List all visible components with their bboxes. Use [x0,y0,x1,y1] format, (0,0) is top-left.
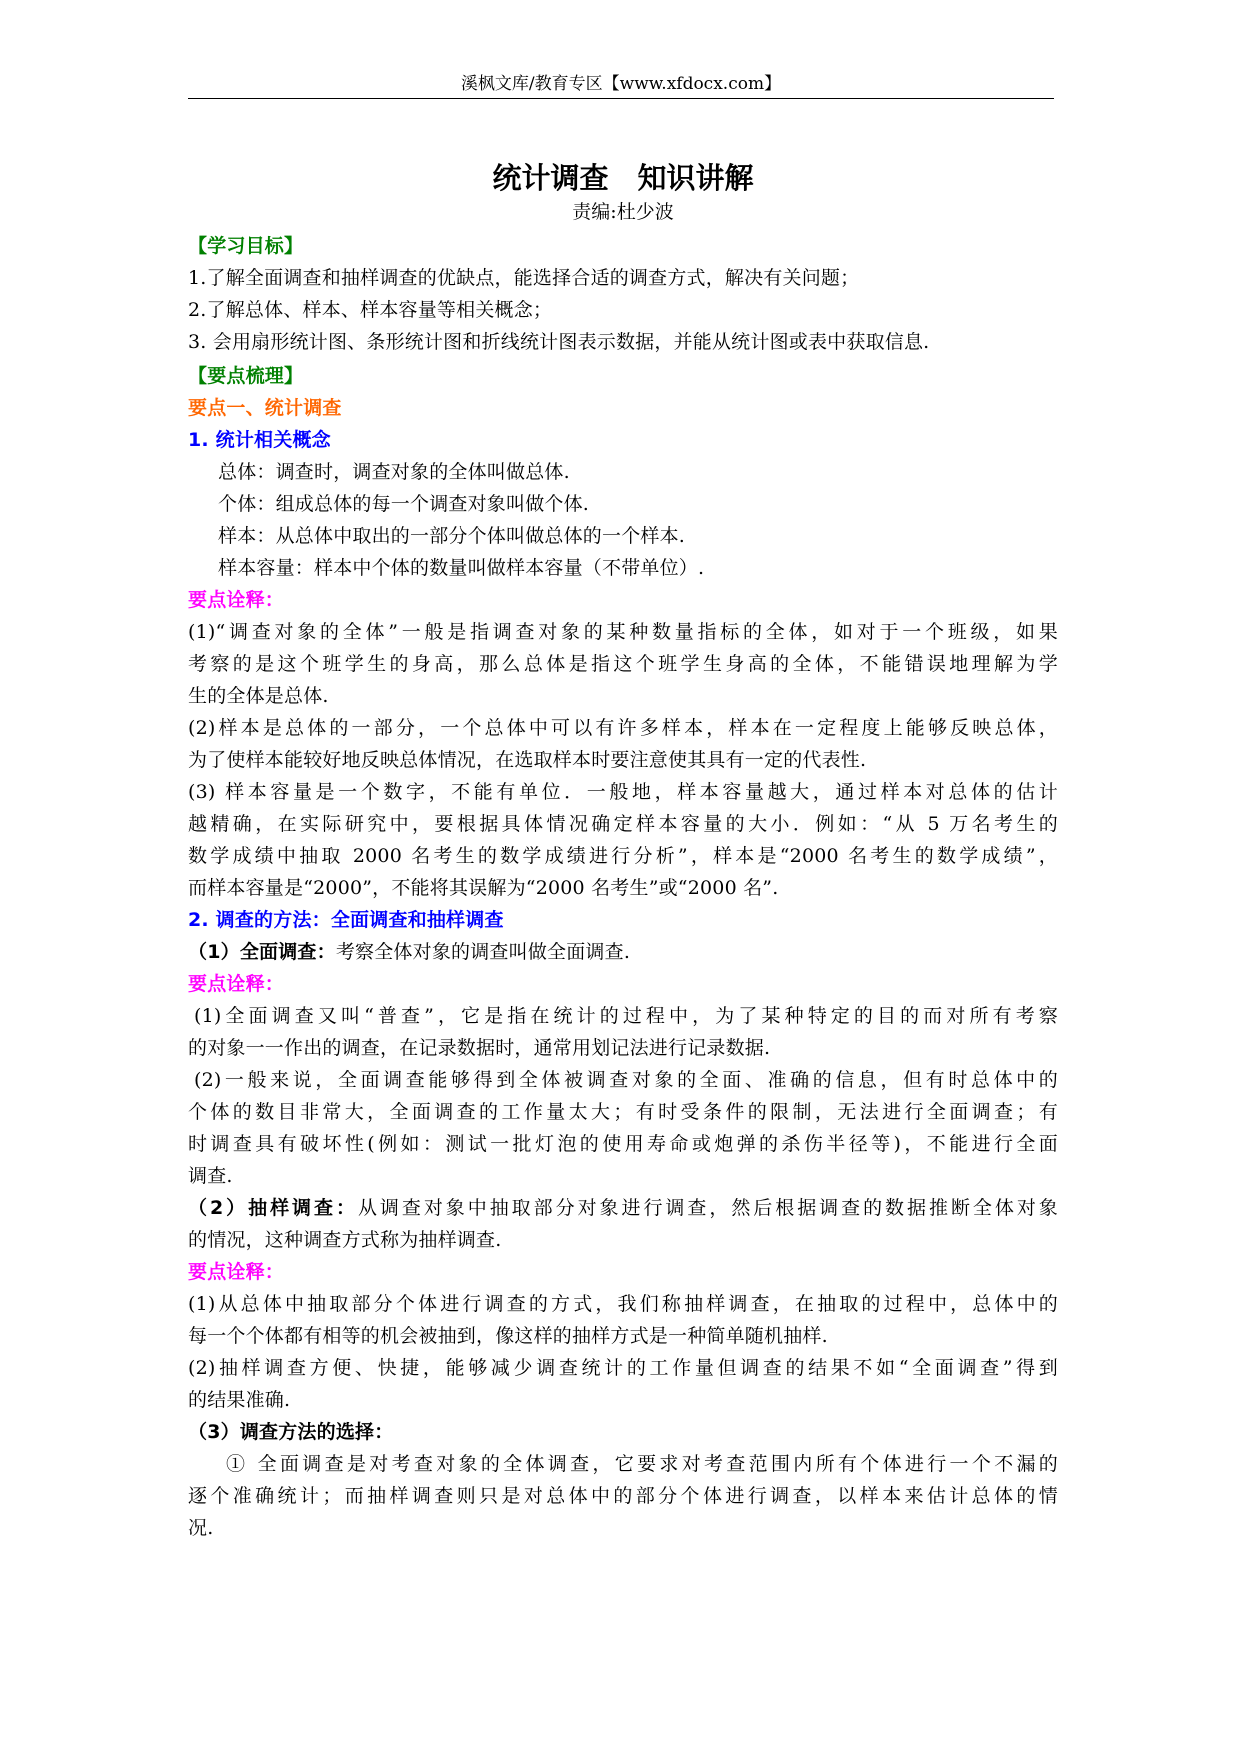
note-label: 要点诠释： [188,973,285,995]
note-line: 而样本容量是“2000”，不能将其误解为“2000 名考生”或“2000 名”. [188,877,779,899]
note-line: (1)全面调查又叫“普查”，它是指在统计的过程中，为了某种特定的目的而对所有考察 [194,1005,1058,1027]
note-label: 要点诠释： [188,589,285,611]
note-line: (3) 样本容量是一个数字，不能有单位．一般地，样本容量越大，通过样本对总体的估计 [188,781,1058,803]
note-line: 每一个个体都有相等的机会被抽到，像这样的抽样方式是一种简单随机抽样. [188,1325,828,1347]
learning-goals-heading: 【学习目标】 [188,235,304,257]
document-body [188,158,1058,1544]
note-line: 个体的数目非常大，全面调查的工作量太大；有时受条件的限制，无法进行全面调查；有 [188,1101,1058,1123]
note-line: 的对象一一作出的调查，在记录数据时，通常用划记法进行记录数据. [188,1037,771,1059]
note-label: 要点诠释： [188,1261,285,1283]
full-survey-label: （1）全面调查： [188,941,336,963]
note-line: 数学成绩中抽取 2000 名考生的数学成绩进行分析”，样本是“2000 名考生的数学成绩”， [188,845,1058,867]
learning-goal-item: 1.了解全面调查和抽样调查的优缺点，能选择合适的调查方式，解决有关问题； [188,267,860,289]
sample-survey-text: 从调查对象中抽取部分对象进行调查，然后根据调查的数据推断全体对象 [357,1197,1058,1219]
note-line: 的结果准确. [188,1389,291,1411]
definition-sample-size: 样本容量：样本中个体的数量叫做样本容量（不带单位）. [218,557,705,579]
page-header: 溪枫文库/教育专区【www.xfdocx.com】 [460,74,782,94]
method-choice-line: 况. [188,1517,214,1539]
sample-survey-definition [188,1192,1058,1224]
note-line: 生的全体是总体. [188,685,329,707]
method-choice-line: 逐个准确统计；而抽样调查则只是对总体中的部分个体进行调查，以样本来估计总体的情 [188,1485,1058,1507]
note-line: (2)一般来说，全面调查能够得到全体被调查对象的全面、准确的信息，但有时总体中的 [194,1069,1058,1091]
full-survey-definition [188,936,1058,968]
note-line: 调查. [188,1165,233,1187]
note-line: 考察的是这个班学生的身高，那么总体是指这个班学生身高的全体，不能错误地理解为学 [188,653,1058,675]
sample-survey-label: （2）抽样调查： [188,1197,358,1219]
note-line: (2)抽样调查方便、快捷，能够减少调查统计的工作量但调查的结果不如“全面调查”得到 [188,1357,1058,1379]
sample-survey-text-cont: 的情况，这种调查方式称为抽样调查. [188,1229,502,1251]
method-choice-heading: （3）调查方法的选择： [188,1421,394,1443]
note-line: (1)“调查对象的全体”一般是指调查对象的某种数量指标的全体，如对于一个班级，如果 [188,621,1058,643]
note-line: (2)样本是总体的一部分，一个总体中可以有许多样本，样本在一定程度上能够反映总体， [188,717,1058,739]
editor-line: 责编:杜少波 [572,201,674,223]
definition-sample: 样本：从总体中取出的一部分个体叫做总体的一个样本. [218,525,686,547]
key-points-heading: 【要点梳理】 [188,365,304,387]
note-line: 越精确，在实际研究中，要根据具体情况确定样本容量的大小．例如：“从 5 万名考生的 [188,813,1058,835]
header-divider [188,98,1054,99]
note-line: 为了使样本能较好地反映总体情况，在选取样本时要注意使其具有一定的代表性. [188,749,867,771]
learning-goal-item: 2.了解总体、样本、样本容量等相关概念； [188,299,553,321]
definition-total: 总体：调查时，调查对象的全体叫做总体. [218,461,570,483]
note-line: (1)从总体中抽取部分个体进行调查的方式，我们称抽样调查，在抽取的过程中，总体中的 [188,1293,1058,1315]
learning-goal-item: 3. 会用扇形统计图、条形统计图和折线统计图表示数据，并能从统计图或表中获取信息. [188,331,930,353]
note-line: 时调查具有破坏性(例如：测试一批灯泡的使用寿命或炮弹的杀伤半径等)，不能进行全面 [188,1133,1058,1155]
definition-individual: 个体：组成总体的每一个调查对象叫做个体. [218,493,590,515]
full-survey-text: 考察全体对象的调查叫做全面调查. [335,941,631,963]
section-heading: 要点一、统计调查 [188,397,342,419]
subsection-heading: 2. 调查的方法：全面调查和抽样调查 [188,909,504,931]
subsection-heading: 1. 统计相关概念 [188,429,331,451]
method-choice-line: ① 全面调查是对考查对象的全体调查，它要求对考查范围内所有个体进行一个不漏的 [226,1453,1058,1475]
page-title: 统计调查 知识讲解 [492,161,754,195]
